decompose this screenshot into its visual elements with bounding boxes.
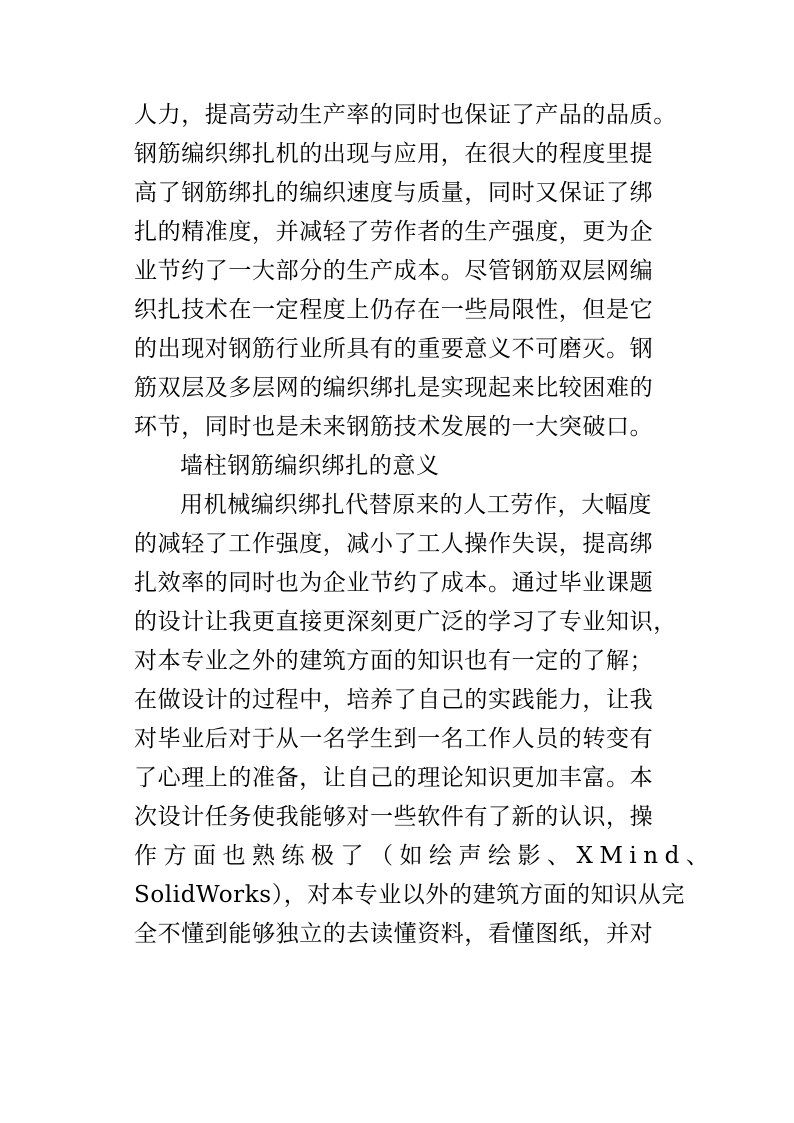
- text-line: 人力，提高劳动生产率的同时也保证了产品的品质。: [134, 102, 677, 128]
- text-line: 环节，同时也是未来钢筋技术发展的一大突破口。: [134, 414, 654, 440]
- text-line: 对本专业之外的建筑方面的知识也有一定的了解；: [134, 648, 654, 674]
- text-line: 织扎技术在一定程度上仍存在一些局限性，但是它: [134, 297, 654, 323]
- text-line: 的减轻了工作强度，减小了工人操作失误，提高绑: [134, 531, 654, 557]
- text-line: 高了钢筋绑扎的编织速度与质量，同时又保证了绑: [134, 180, 654, 206]
- text-line: 筋双层及多层网的编织绑扎是实现起来比较困难的: [134, 375, 654, 401]
- section-heading: 墙柱钢筋编织绑扎的意义: [180, 453, 440, 479]
- text-line: 作方面也熟练极了（如绘声绘影、XMind、: [134, 843, 716, 869]
- text-line: SolidWorks），对本专业以外的建筑方面的知识从完: [134, 882, 685, 908]
- text-line: 的设计让我更直接更深刻更广泛的学习了专业知识，: [134, 609, 677, 635]
- text-line: 对毕业后对于从一名学生到一名工作人员的转变有: [134, 726, 654, 752]
- text-line: 扎的精准度，并减轻了劳作者的生产强度，更为企: [134, 219, 654, 245]
- text-line: 用机械编织绑扎代替原来的人工劳作，大幅度: [180, 492, 652, 518]
- text-line: 钢筋编织绑扎机的出现与应用，在很大的程度里提: [134, 141, 654, 167]
- text-line: 次设计任务使我能够对一些软件有了新的认识，操: [134, 804, 654, 830]
- text-line: 扎效率的同时也为企业节约了成本。通过毕业课题: [134, 570, 654, 596]
- text-line: 全不懂到能够独立的去读懂资料，看懂图纸，并对: [134, 921, 654, 947]
- text-line: 在做设计的过程中，培养了自己的实践能力，让我: [134, 687, 654, 713]
- text-line: 了心理上的准备，让自己的理论知识更加丰富。本: [134, 765, 654, 791]
- text-line: 的出现对钢筋行业所具有的重要意义不可磨灭。钢: [134, 336, 654, 362]
- document-body: [134, 96, 716, 954]
- text-line: 业节约了一大部分的生产成本。尽管钢筋双层网编: [134, 258, 654, 284]
